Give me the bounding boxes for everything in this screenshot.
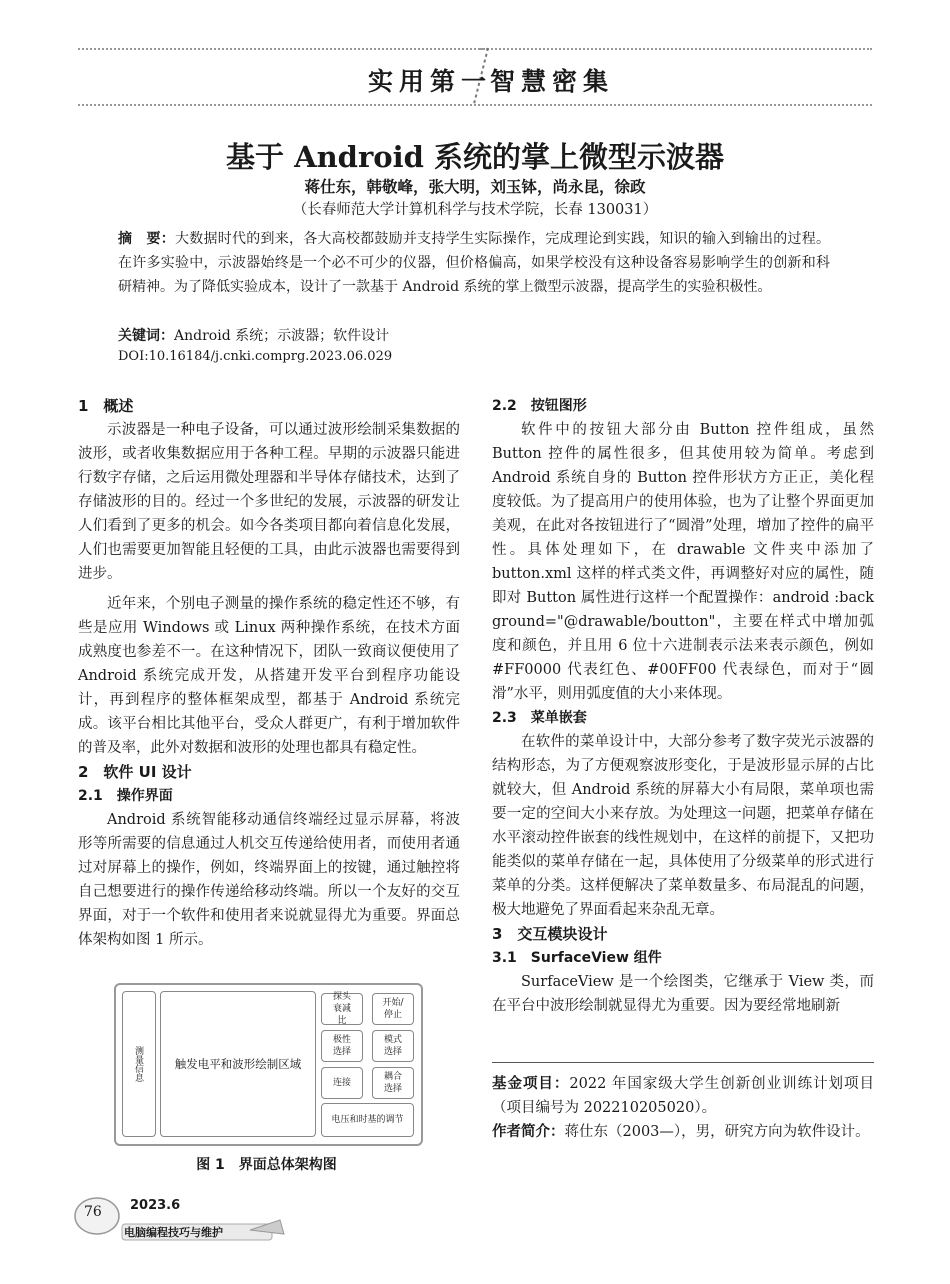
fund-note [492,1072,874,1120]
author-note [492,1120,874,1144]
measure-info-box [122,991,156,1137]
mode-box [372,1030,414,1062]
waveform-area-label: 触发电平和波形绘制区域 [174,1057,302,1071]
section-2-1-title: 2.1 操作界面 [78,788,173,804]
coupling-label: 耦合选择 [383,1072,402,1094]
section-1-para-2: 近年来，个别电子测量的操作系统的稳定性还不够，有些是应用 Windows 或 Linux 两种操作系统，在技术方面成熟度也参差不一。在这种情况下，团队一致商议便使用了 Android 系统完成开发，从搭建开发平台到程序功能设计，再到程序的整体框架成型，都基于 Android 系统完成。该平台相比其他平台，受众人群更广，有利于增加软件的普及率，此外对数据和波形的处理也都具有稳定性。 [78,596,460,756]
footnotes [492,1072,874,1144]
issue-date: 2023.6 [130,1198,181,1213]
keywords [118,325,389,345]
header-left-text: 实用第一 [368,67,493,96]
section-1-para-1: 示波器是一种电子设备，可以通过波形绘制采集数据的波形，或者收集数据应用于各种工程。早期的示波器只能进行数字存储，之后运用微处理器和半导体存储技术，达到了存储波形的目的。经过一个多世纪的发展，示波器的研发让人们看到了更多的机会。如今各类项目都向着信息化发展，人们也需要更加智能且轻便的工具，由此示波器也需要得到进步。 [78,422,460,582]
figure-1-caption: 图 1 界面总体架构图 [196,1157,337,1173]
section-2-2-title: 2.2 按钮图形 [492,398,587,414]
section-2-2-para-1: 软件中的按钮大部分由 Button 控件组成，虽然 Button 控件的属性很多，但其使用较为简单。考虑到 Android 系统自身的 Button 控件形状方方正正，美化程度较低。为了提高用户的使用体验，也为了让整个界面更加美观，在此对各按钮进行了“圆滑”处理，增加了控件的扁平性。具体处理如下，在 drawable 文件夹中添加了 button.xml 这样的样式类文件，再调整好对应的属性，随即对 Button 属性进行这样一个配置操作：android :back ground="@drawable/boutton"，主要在样式中增加弧度和颜色，并且用 6 位十六进制表示法来表示颜色，例如 #FF0000 代表红色、#00FF00 代表绿色，而对于“圆滑”水平，则用弧度值的大小来体现。 [492,422,874,702]
section-1-title: 1 概述 [78,397,134,415]
footnote-rule [492,1062,874,1063]
abstract-text: 大数据时代的到来，各大高校都鼓励并支持学生实际操作，完成理论到实践，知识的输入到输出的过程。在许多实验中，示波器始终是一个必不可少的仪器，但价格偏高，如果学校没有这种设备容易影响学生的创新和科研精神。为了降低实验成本，设计了一款基于 Android 系统的掌上微型示波器，提高学生的实验积极性。 [118,231,831,295]
section-3-1-title: 3.1 SurfaceView 组件 [492,950,662,966]
connect-box [321,1067,363,1099]
abstract-label: 摘 要： [118,231,175,247]
header-top-rule-right [480,48,872,50]
section-2-title: 2 软件 UI 设计 [78,763,192,781]
page-number: 76 [84,1204,102,1220]
fund-label: 基金项目： [492,1076,570,1092]
mode-label: 模式选择 [383,1035,402,1057]
left-column [78,394,460,952]
paper-title: 基于 Android 系统的掌上微型示波器 [226,140,724,174]
keywords-label: 关键词： [118,328,174,344]
polarity-label: 极性选择 [332,1035,351,1057]
fund-text: 2022 年国家级大学生创新创业训练计划项目（项目编号为 202210205020）。 [492,1076,875,1116]
section-3-title: 3 交互模块设计 [492,925,608,943]
journal-name: 电脑编程技巧与维护 [124,1226,223,1239]
doi: DOI:10.16184/j.cnki.comprg.2023.06.029 [118,349,393,364]
section-3-1-para-1: SurfaceView 是一个绘图类，它继承于 View 类，而在平台中波形绘制就显得尤为重要。因为要经常地刷新 [492,974,874,1014]
probe-attenuation-box [321,993,363,1025]
measure-info-label: 测量信息 [133,1046,143,1082]
author-bio-text: 蒋仕东（2003—），男，研究方向为软件设计。 [564,1124,870,1140]
right-column [492,394,874,1018]
header-right-text: 智慧密集 [490,67,615,96]
start-stop-box [372,993,414,1025]
voltage-timebase-box [321,1103,414,1137]
section-2-3-para-1: 在软件的菜单设计中，大部分参考了数字荧光示波器的结构形态，为了方便观察波形变化，于是波形显示屏的占比就较大，但 Android 系统的屏幕大小有局限，菜单项也需要一定的空间大小来存放。为处理这一问题，把菜单存储在水平滚动控件嵌套的线性规划中，在这样的前提下，又把功能类似的菜单存储在一起，具体使用了分级菜单的形式进行菜单的分类。这样便解决了菜单数量多、布局混乱的问题，极大地避免了界面看起来杂乱无章。 [492,734,874,918]
figure-1 [114,983,423,1146]
section-2-3-title: 2.3 菜单嵌套 [492,710,587,726]
voltage-timebase-label: 电压和时基的调节 [331,1115,404,1125]
probe-attenuation-label: 探头衰减比 [332,992,351,1026]
keywords-text: Android 系统；示波器；软件设计 [174,328,390,344]
connect-label: 连接 [332,1078,351,1088]
section-2-1-para-1: Android 系统智能移动通信终端经过显示屏幕，将波形等所需要的信息通过人机交互传递给使用者，而使用者通过对屏幕上的操作，例如，终端界面上的按键，通过触控将自己想要进行的操作传递给移动终端。所以一个友好的交互界面，对于一个软件和使用者来说就显得尤为重要。界面总体架构如图 1 所示。 [78,812,460,948]
abstract [118,227,830,299]
header-top-rule [78,48,488,50]
start-stop-label: 开始/停止 [382,998,404,1020]
authors: 蒋仕东，韩敬峰，张大明，刘玉钵，尚永昆，徐政 [304,177,646,196]
coupling-box [372,1067,414,1099]
author-bio-label: 作者简介： [492,1124,565,1140]
waveform-area-box [160,991,316,1137]
affiliation: （长春师范大学计算机科学与技术学院，长春 130031） [292,202,658,218]
polarity-box [321,1030,363,1062]
